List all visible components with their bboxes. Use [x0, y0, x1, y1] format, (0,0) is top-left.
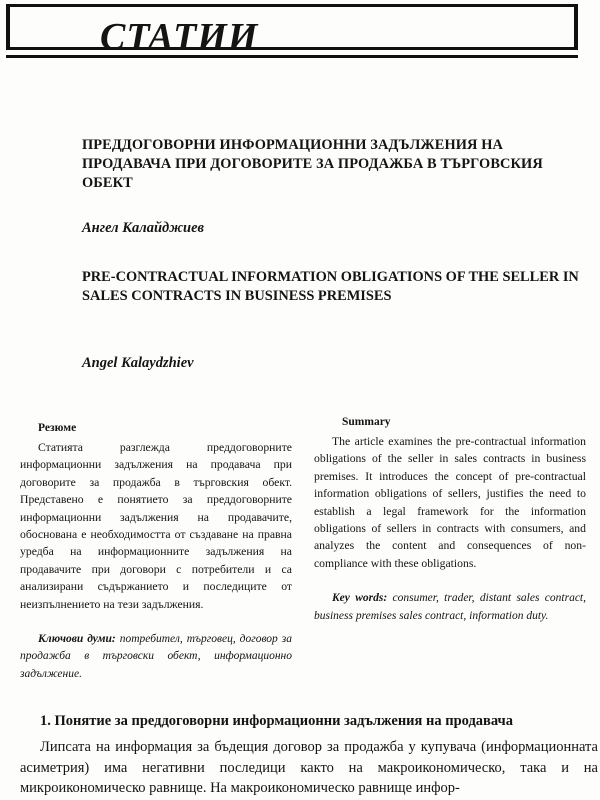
abstract-en-column [314, 416, 586, 625]
abstract-en-text: The article examines the pre-contractual information obligations of the seller in sales contracts in business premises. It introduces the concept of pre-contractual information obligations of sellers, justifies the need to establish a legal framework for the information obligations of sellers in contracts with consumers, and analyzes the content and consequences of non-compliance with these obligations. [314, 435, 586, 570]
author-bg: Ангел Калайджиев [82, 220, 205, 236]
article-title-bg: ПРЕДДОГОВОРНИ ИНФОРМАЦИОННИ ЗАДЪЛЖЕНИЯ НА ПРОДАВАЧА ПРИ ДОГОВОРИТЕ ЗА ПРОДАЖБА В ТЪРГОВСКИЯ ОБЕКТ [82, 137, 543, 191]
article-title-en: PRE-CONTRACTUAL INFORMATION OBLIGATIONS OF THE SELLER IN SALES CONTRACTS IN BUSINESS PREMISES [82, 269, 579, 304]
keywords-en-label: Key words: [332, 592, 388, 605]
header-rule [6, 55, 578, 58]
abstract-bg-text: Статията разглежда преддоговорните информационни задължения на продавача при договорите за продажба в търговския обект. Представено е понятието за преддоговорните информационни задължения на продавачите, обоснована е необходимостта от създаване на правна уредба на информационните задължения на продавачите при договори с потребители и са анализирани съдържанието и последиците от неизпълнението на тези задължения. [20, 441, 292, 611]
section-heading: 1. Понятие за преддоговорни информационни задължения на продавача [40, 713, 513, 729]
section-header-box [6, 4, 578, 58]
keywords-en-text: consumer, trader, distant sales contract, business premises sales contract, information duty. [314, 592, 586, 622]
abstract-en-heading: Summary [342, 416, 391, 428]
keywords-bg-label: Ключови думи: [38, 633, 116, 646]
author-en: Angel Kalaydzhiev [82, 355, 194, 371]
keywords-bg-text: потребител, търговец, договор за продажба в търговски обект, информационно задължение. [20, 633, 293, 680]
keywords-en [314, 590, 586, 625]
section-body-text: Липсата на информация за бъдещия договор за продажба у купувача (информационната асиметрия) има негативни последици както на макроикономическо, така и на микроикономическо равнище. На макроикономическо равнище инфор- [20, 739, 598, 796]
abstract-bg-column [20, 422, 292, 683]
abstract-bg-heading: Резюме [38, 422, 77, 434]
section-title: СТАТИИ [100, 16, 259, 58]
keywords-bg [20, 631, 292, 683]
